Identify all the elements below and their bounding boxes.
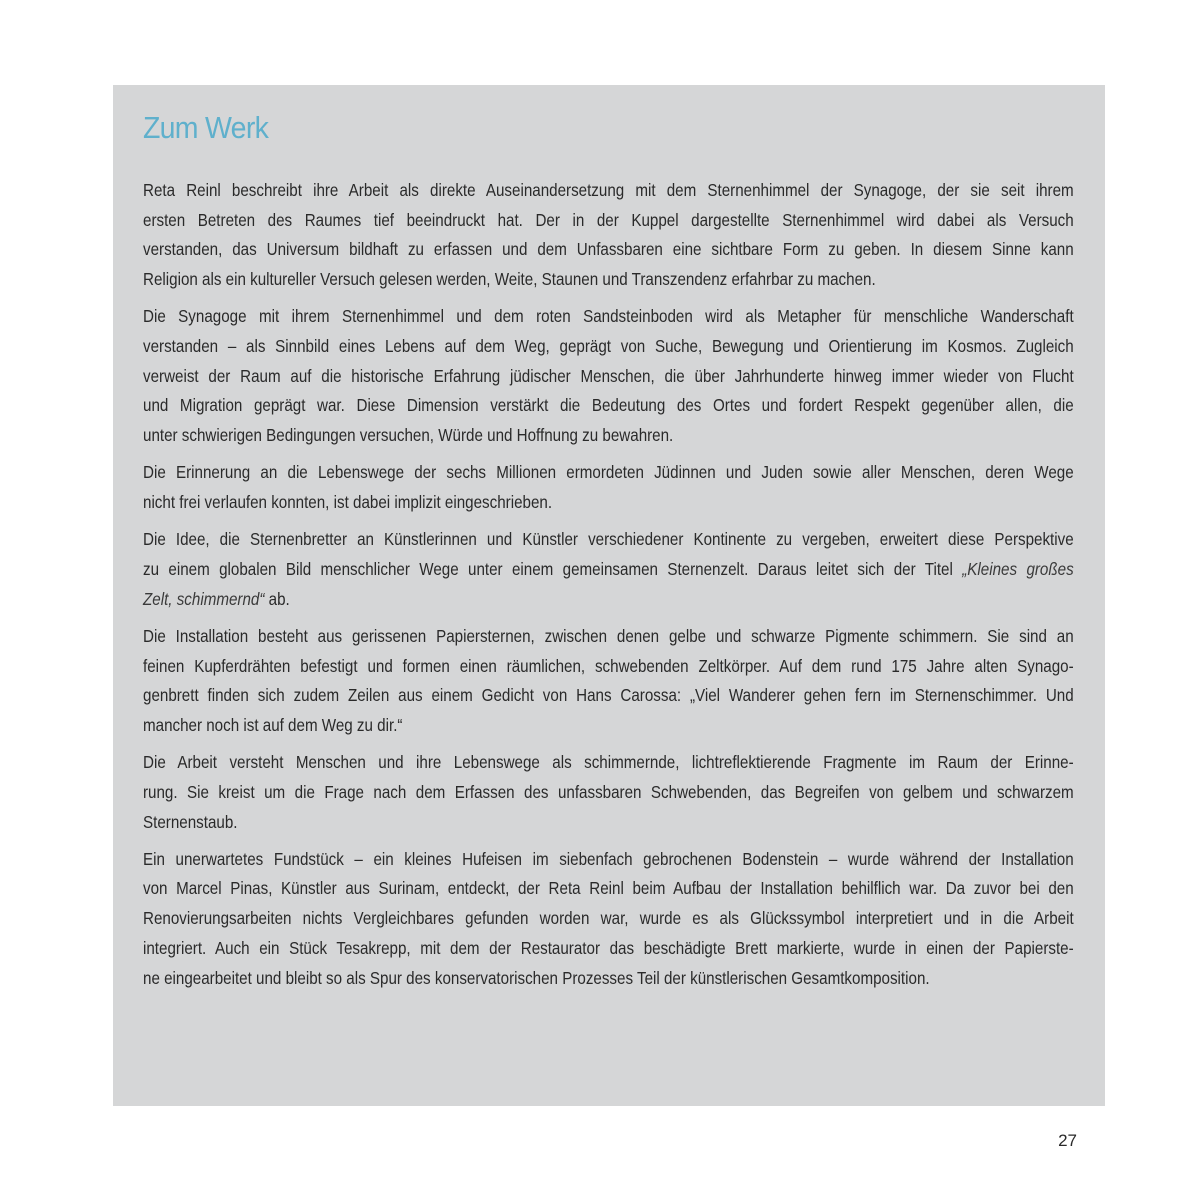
text-line: verweist der Raum auf die historische Erfahrung jüdischer Menschen, die über Jahrhunderte hinweg immer wieder von Flucht (143, 365, 1074, 386)
text-line: ne eingearbeitet und bleibt so als Spur des konservatorischen Prozesses Teil der künstlerischen Gesamtkomposition. (143, 967, 930, 988)
text-line: verstanden, das Universum bildhaft zu erfassen und dem Unfassbaren eine sichtbare Form zu geben. In diesem Sinne kann (143, 239, 1074, 260)
text-line: genbrett finden sich zudem Zeilen aus einem Gedicht von Hans Carossa: „Viel Wanderer gehen fern im Sternenschimmer. Und (143, 685, 1074, 706)
paragraph-7 (143, 845, 1074, 994)
paragraph-5 (143, 622, 1074, 741)
text-line: verstanden – als Sinnbild eines Lebens auf dem Weg, geprägt von Suche, Bewegung und Orientierung im Kosmos. Zugleich (143, 336, 1074, 357)
text-line: Renovierungsarbeiten nichts Vergleichbares gefunden worden war, wurde es als Glückssymbol interpretiert und in die Arbeit (143, 908, 1074, 929)
text-line: Die Erinnerung an die Lebenswege der sechs Millionen ermordeten Jüdinnen und Juden sowie aller Menschen, deren Wege (143, 462, 1074, 483)
page-number: 27 (1058, 1131, 1077, 1150)
text-line: Religion als ein kultureller Versuch gelesen werden, Weite, Staunen und Transzendenz erfahrbar zu machen. (143, 269, 876, 290)
paragraph-3 (143, 458, 1074, 517)
text-line: nicht frei verlaufen konnten, ist dabei implizit eingeschrieben. (143, 492, 553, 513)
text-line: Die Installation besteht aus gerissenen Papiersternen, zwischen denen gelbe und schwarze Pigmente schimmern. Sie sind an (143, 625, 1074, 646)
text-line: Die Arbeit versteht Menschen und ihre Lebenswege als schimmernde, lichtreflektierende Fragmente im Raum der Erinne- (143, 752, 1074, 773)
paragraph-6 (143, 748, 1074, 837)
text-line: Sternenstaub. (143, 811, 238, 832)
text-line: Reta Reinl beschreibt ihre Arbeit als direkte Auseinandersetzung mit dem Sternenhimmel der Synagoge, der sie seit ihrem (143, 180, 1074, 200)
paragraph-4 (143, 525, 1074, 614)
text-line: feinen Kupferdrähten befestigt und formen einen räumlichen, schwebenden Zeltkörper. Auf dem rund 175 Jahre alten Synago- (143, 655, 1074, 676)
work-title-quote: Zelt, schimmernd“ (143, 588, 265, 609)
paragraph-1 (143, 176, 1074, 295)
text-line: integriert. Auch ein Stück Tesakrepp, mit dem der Restaurator das beschädigte Brett markierte, wurde in einen der Papierste- (143, 937, 1074, 958)
text-run: zu einem globalen Bild menschlicher Wege unter einem gemeinsamen Sternenzelt. Daraus leitet sich der Titel (143, 558, 953, 579)
text-run: ab. (264, 588, 290, 609)
text-line: Die Synagoge mit ihrem Sternenhimmel und dem roten Sandsteinboden wird als Metapher für menschliche Wanderschaft (143, 306, 1074, 327)
body-text (143, 176, 1074, 1001)
text-line: rung. Sie kreist um die Frage nach dem Erfassen des unfassbaren Schwebenden, das Begreifen von gelbem und schwarzem (143, 781, 1074, 802)
work-title-quote: „Kleines großes (962, 558, 1074, 579)
text-line: Die Idee, die Sternenbretter an Künstlerinnen und Künstler verschiedener Kontinente zu vergeben, erweitert diese Perspektive (143, 529, 1074, 550)
text-line (143, 585, 1074, 615)
paragraph-2 (143, 302, 1074, 451)
text-line (143, 555, 1074, 585)
text-line: und Migration geprägt war. Diese Dimension verstärkt die Bedeutung des Ortes und fordert Respekt gegenüber allen, die (143, 395, 1074, 416)
text-panel (113, 85, 1105, 1106)
text-line: unter schwierigen Bedingungen versuchen, Würde und Hoffnung zu bewahren. (143, 425, 674, 446)
text-line: mancher noch ist auf dem Weg zu dir.“ (143, 714, 403, 735)
text-line: von Marcel Pinas, Künstler aus Surinam, entdeckt, der Reta Reinl beim Aufbau der Installation behilflich war. Da zuvor bei den (143, 878, 1074, 899)
text-line: Ein unerwartetes Fundstück – ein kleines Hufeisen im siebenfach gebrochenen Bodenstein – wurde während der Installation (143, 848, 1074, 869)
page-title: Zum Werk (143, 110, 269, 145)
text-line: ersten Betreten des Raumes tief beeindruckt hat. Der in der Kuppel dargestellte Sternenhimmel wird dabei als Versuch (143, 209, 1074, 230)
